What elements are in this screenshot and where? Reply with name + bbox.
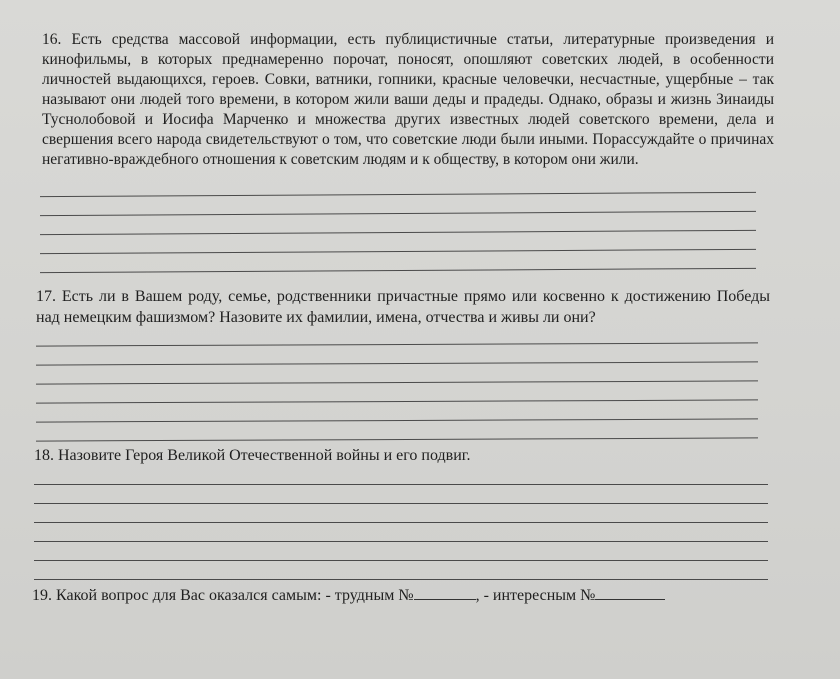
question-19-text xyxy=(32,585,774,606)
most-interesting-number-blank[interactable] xyxy=(595,585,665,600)
answer-line[interactable] xyxy=(34,484,768,485)
answer-line[interactable] xyxy=(34,522,768,523)
answer-line[interactable] xyxy=(36,437,758,441)
answer-line[interactable] xyxy=(34,541,768,542)
question-19-middle: , - интересным № xyxy=(475,587,596,604)
answer-line[interactable] xyxy=(36,380,758,384)
answer-line[interactable] xyxy=(40,230,756,235)
answer-line[interactable] xyxy=(34,560,768,561)
answer-line[interactable] xyxy=(40,249,756,254)
question-16-text: 16. Есть средства массовой информации, есть публицистичные статьи, литературные произведения и кинофильмы, в которых преднамеренно порочат, поносят, опошляют советских людей, в особенности личностей выдающихся, героев. Совки, ватники, гопники, красные человечки, несчастные, ущербные – так называют они людей того времени, в котором жили ваши деды и прадеды. Однако, образы и жизнь Зинаиды Туснолобовой и Иосифа Марченко и множества других известных людей советского времени, дела и свершения всего народа свидетельствуют о том, что советские люди были иными. Порассуждайте о причинах негативно-враждебного отношения к советским людям и к обществу, в котором они жили. xyxy=(42,31,774,168)
question-17-text: 17. Есть ли в Вашем роду, семье, родственники причастные прямо или косвенно к достижению Победы над немецким фашизмом? Назовите их фамилии, имена, отчества и живы ли они? xyxy=(36,288,770,326)
answer-line[interactable] xyxy=(40,192,756,197)
answer-line[interactable] xyxy=(40,268,756,273)
answer-line[interactable] xyxy=(34,579,768,580)
question-19-prefix: 19. Какой вопрос для Вас оказался самым: - трудным № xyxy=(32,587,414,604)
hardest-number-blank[interactable] xyxy=(414,585,476,600)
question-18-text: 18. Назовите Героя Великой Отечественной войны и его подвиг. xyxy=(34,447,471,464)
answer-line[interactable] xyxy=(36,418,758,422)
answer-line[interactable] xyxy=(36,361,758,365)
answer-line[interactable] xyxy=(34,503,768,504)
answer-line[interactable] xyxy=(36,399,758,403)
answer-line[interactable] xyxy=(36,342,758,346)
answer-line[interactable] xyxy=(40,211,756,216)
